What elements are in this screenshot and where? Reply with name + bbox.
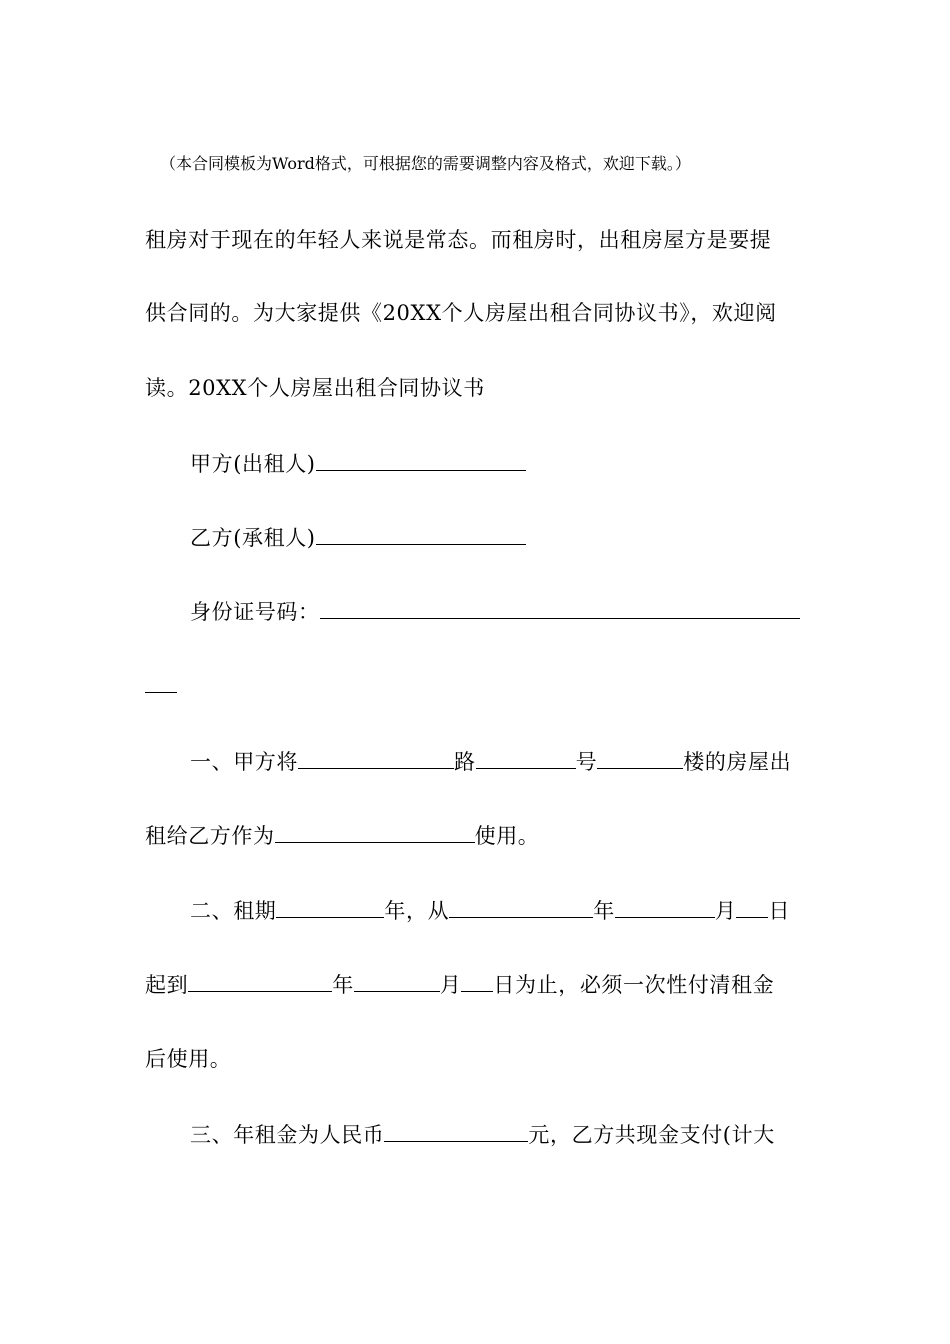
clause-1-prefix: 一、甲方将: [190, 750, 298, 774]
party-b-line: [190, 524, 526, 552]
clause-2-year2: 年: [332, 973, 354, 997]
clause-2-line-3: 后使用。: [145, 1047, 232, 1071]
clause-1-line-2-prefix: 租给乙方作为: [145, 824, 275, 848]
clause-1-use: 使用。: [474, 824, 540, 848]
clause-2-blank-start-month[interactable]: [615, 897, 715, 918]
clause-2-line-2-prefix: 起到: [145, 973, 189, 997]
id-number-label: 身份证号码：: [190, 600, 320, 624]
clause-1-blank-use[interactable]: [275, 822, 475, 843]
template-note: （本合同模板为Word格式，可根据您的需要调整内容及格式，欢迎下载。）: [160, 154, 691, 173]
intro-line-2: 供合同的。为大家提供《20XX个人房屋出租合同协议书》，欢迎阅: [145, 301, 777, 325]
intro-line-3: 读。20XX个人房屋出租合同协议书: [145, 376, 485, 400]
clause-2-month2: 月: [439, 973, 462, 997]
clause-2-blank-term[interactable]: [276, 897, 384, 918]
clause-2-day: 日: [768, 899, 791, 923]
clause-2-blank-start-year[interactable]: [449, 897, 593, 918]
intro-line-1: 租房对于现在的年轻人来说是常态。而租房时，出租房屋方是要提: [145, 228, 772, 252]
clause-1-line-1: [190, 748, 791, 776]
clause-1-line-2: [145, 822, 539, 850]
id-number-line: [190, 598, 800, 626]
party-b-blank[interactable]: [316, 524, 526, 545]
party-b-label: 乙方(承租人): [190, 526, 316, 550]
clause-2-blank-end-year[interactable]: [188, 971, 332, 992]
party-a-line: [190, 450, 526, 478]
clause-1-blank-building[interactable]: [597, 748, 683, 769]
clause-3-blank-rent[interactable]: [384, 1121, 528, 1142]
clause-2-line-2: [145, 971, 774, 999]
clause-2-line-1: [190, 897, 790, 925]
clause-2-prefix: 二、租期: [190, 899, 277, 923]
clause-2-month: 月: [714, 899, 737, 923]
clause-2-until: 日为止，必须一次性付清租金: [493, 973, 775, 997]
clause-2-year: 年: [593, 899, 615, 923]
id-number-continuation: [145, 672, 177, 700]
party-a-blank[interactable]: [316, 450, 526, 471]
clause-1-blank-number[interactable]: [476, 748, 576, 769]
clause-2-years-from: 年，从: [384, 899, 450, 923]
id-number-blank-continued[interactable]: [145, 672, 177, 693]
clause-2-blank-end-month[interactable]: [354, 971, 440, 992]
party-a-label: 甲方(出租人): [190, 452, 316, 476]
clause-1-number: 号: [575, 750, 598, 774]
clause-1-road: 路: [454, 750, 476, 774]
clause-3-line-1: [190, 1121, 775, 1149]
clause-2-blank-start-day[interactable]: [736, 897, 768, 918]
clause-1-building: 楼的房屋出: [683, 750, 792, 774]
clause-1-blank-road[interactable]: [298, 748, 454, 769]
clause-3-prefix: 三、年租金为人民币: [190, 1123, 385, 1147]
id-number-blank[interactable]: [320, 598, 800, 619]
clause-3-suffix: 元，乙方共现金支付(计大: [528, 1123, 775, 1147]
clause-2-blank-end-day[interactable]: [461, 971, 493, 992]
